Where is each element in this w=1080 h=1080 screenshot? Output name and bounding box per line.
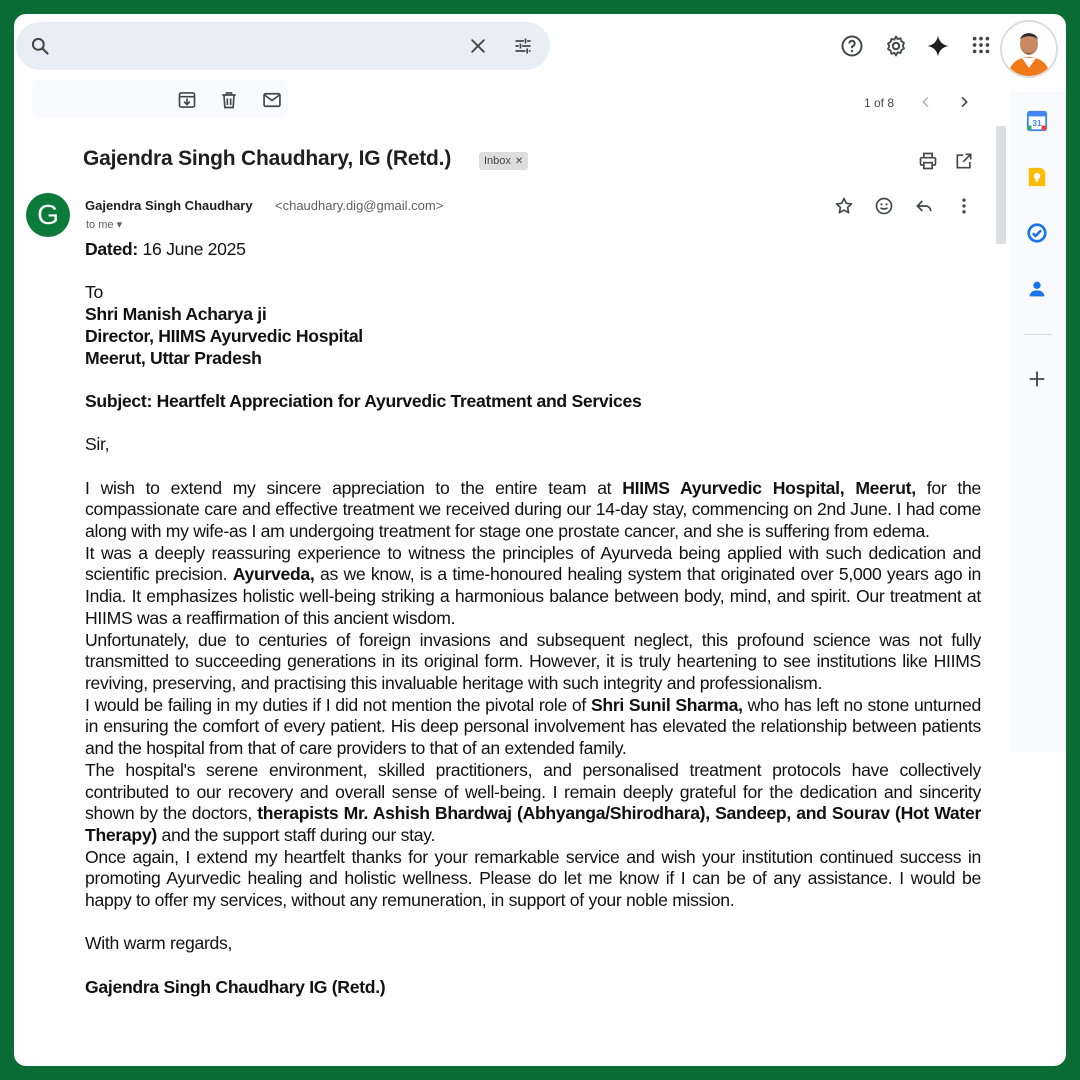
search-bar[interactable] — [16, 22, 550, 70]
p2c: as we know, is a time-honoured healing system that originated over 5,000 years ago in India. It emphasizes holistic well-being striking a harmonious balance between body, mind, and spirit. Our treatment at HIIMS was a reaffirmation of this ancient wisdom. — [85, 564, 981, 628]
email-body — [85, 239, 981, 999]
help-icon[interactable] — [840, 34, 864, 58]
date-line — [85, 239, 981, 261]
chevron-down-icon[interactable]: ▾ — [116, 219, 123, 231]
calendar-icon[interactable] — [1026, 110, 1048, 132]
to-line: To — [85, 282, 103, 303]
sender-email: <chaudhary.dig@gmail.com> — [275, 198, 444, 213]
dated-value: 16 June 2025 — [137, 239, 246, 259]
addr3: Meerut, Uttar Pradesh — [85, 347, 262, 368]
spacer — [85, 456, 981, 478]
subject-line-text: Subject: Heartfelt Appreciation for Ayurvedic Treatment and Services — [85, 390, 642, 411]
p2a: It was a deeply reassuring experience to witness the principles of Ayurveda being applied with such dedication and scientific precision. — [85, 542, 981, 585]
emoji-icon[interactable] — [874, 196, 894, 216]
subject-line — [85, 391, 981, 413]
email-subject: Gajendra Singh Chaudhary, IG (Retd.) — [83, 147, 452, 170]
clear-icon[interactable] — [468, 36, 488, 56]
add-icon[interactable] — [1026, 368, 1048, 390]
addr1: Shri Manish Acharya ji — [85, 304, 267, 325]
dated-label: Dated: — [85, 239, 138, 259]
sender-avatar[interactable]: G — [26, 193, 70, 237]
salutation: Sir, — [85, 434, 110, 455]
contacts-icon[interactable] — [1026, 278, 1048, 300]
delete-icon[interactable] — [219, 90, 239, 110]
settings-icon[interactable] — [884, 34, 908, 58]
next-icon[interactable] — [956, 94, 972, 110]
addr2: Director, HIIMS Ayurvedic Hospital — [85, 325, 363, 346]
spacer — [85, 955, 981, 977]
spacer — [85, 369, 981, 391]
toolbar — [32, 80, 288, 118]
paragraph-6: Once again, I extend my heartfelt thanks for your remarkable service and wish your institution continued success in promoting Ayurvedic healing and holistic wellness. Please do let me know if I can be of any assistance. I would be happy to offer my services, without any remuneration, in support of your noble mission. — [85, 846, 981, 911]
spacer — [85, 912, 981, 934]
p5a: The hospital's serene environment, skilled practitioners, and personalised treatment protocols have collectively contributed to our recovery and overall sense of well-being. I remain deeply grateful for the dedication and sincerity shown by the doctors, — [85, 759, 981, 824]
p4a: I would be failing in my duties if I did not mention the pivotal role of — [85, 694, 591, 715]
archive-icon[interactable] — [177, 90, 197, 110]
closing: With warm regards, — [85, 933, 233, 954]
p1b: HIIMS Ayurvedic Hospital, Meerut, — [622, 477, 916, 498]
account-avatar[interactable] — [1000, 20, 1058, 78]
inbox-label[interactable] — [479, 152, 528, 170]
tasks-icon[interactable] — [1026, 222, 1048, 244]
recipient-details[interactable] — [86, 218, 122, 231]
signature-text: Gajendra Singh Chaudhary IG (Retd.) — [85, 976, 386, 997]
scrollbar-thumb[interactable] — [996, 126, 1006, 244]
open-new-window-icon[interactable] — [954, 151, 974, 171]
mark-unread-icon[interactable] — [261, 90, 283, 110]
rail-divider — [1024, 334, 1052, 335]
signature — [85, 977, 981, 999]
p4c: who has left no stone unturned in ensuring the comfort of every patient. His deep personal involvement has elevated the relationship between patients and the hospital from that of care providers to that of an extended family. — [85, 694, 981, 759]
address-line-3 — [85, 348, 981, 370]
address-line-2 — [85, 326, 981, 348]
reply-icon[interactable] — [914, 196, 934, 216]
prev-icon[interactable] — [918, 94, 934, 110]
address-line-1 — [85, 304, 981, 326]
label-text: Inbox — [484, 155, 511, 167]
p4b: Shri Sunil Sharma, — [590, 694, 743, 715]
search-icon[interactable] — [30, 36, 50, 56]
paragraph-2 — [85, 543, 981, 630]
tune-icon[interactable] — [512, 36, 534, 56]
p1a: I wish to extend my sincere appreciation to the entire team at — [85, 477, 623, 498]
keep-icon[interactable] — [1026, 166, 1048, 188]
remove-label-icon[interactable]: ✕ — [514, 156, 524, 167]
p5b: therapists Mr. Ashish Bhardwaj (Abhyanga/Shirodhara), Sandeep, and Sourav (Hot Water Therapy) — [85, 803, 982, 845]
paragraph-4 — [85, 695, 981, 760]
paragraph-5 — [85, 760, 981, 847]
sender-name[interactable]: Gajendra Singh Chaudhary — [85, 198, 253, 213]
recipient-label: to me — [86, 219, 114, 231]
more-icon[interactable] — [954, 196, 974, 216]
p1c: for the compassionate care and effective treatment we received during our 14-day stay, commencing on 2nd June. I had come along with my wife-as I am undergoing treatment for stage one prostate cancer, and she is suffering from edema. — [85, 477, 981, 542]
p5c: and the support staff during our stay. — [156, 824, 436, 845]
side-panel — [1010, 92, 1066, 752]
star-icon[interactable] — [834, 196, 854, 216]
paragraph-1 — [85, 478, 981, 543]
svg-text:31: 31 — [1032, 119, 1042, 129]
paragraph-3: Unfortunately, due to centuries of foreign invasions and subsequent neglect, this profound science was not fully transmitted to succeeding generations in its original form. However, it is truly heartening to see institutions like HIIMS reviving, preserving, and practising this invaluable heritage with such integrity and professionalism. — [85, 629, 981, 693]
apps-icon[interactable] — [970, 34, 992, 56]
gemini-icon[interactable] — [926, 34, 950, 58]
p2b: Ayurveda, — [232, 564, 315, 585]
print-icon[interactable] — [918, 151, 938, 171]
spacer — [85, 261, 981, 283]
spacer — [85, 413, 981, 435]
gmail-window — [14, 14, 1066, 1066]
message-counter: 1 of 8 — [864, 96, 895, 110]
